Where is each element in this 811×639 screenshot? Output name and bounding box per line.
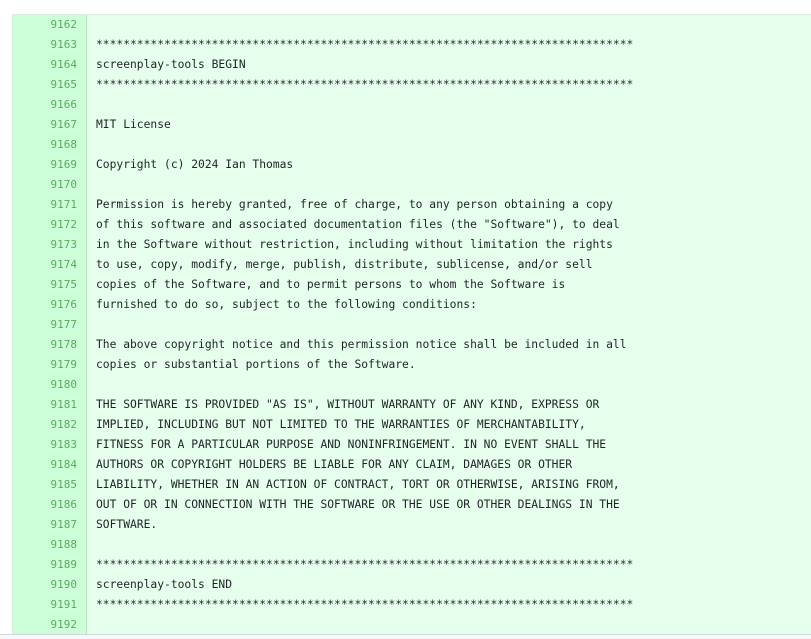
code-line — [13, 135, 811, 155]
code-line — [13, 335, 811, 355]
line-content: FITNESS FOR A PARTICULAR PURPOSE AND NONINFRINGEMENT. IN NO EVENT SHALL THE — [96, 438, 607, 451]
code-line — [13, 435, 811, 455]
line-number[interactable]: 9175 — [50, 278, 77, 291]
line-content: furnished to do so, subject to the following conditions: — [96, 298, 477, 311]
line-number[interactable]: 9166 — [50, 98, 77, 111]
code-line — [13, 55, 811, 75]
line-number[interactable]: 9186 — [50, 498, 77, 511]
line-number[interactable]: 9170 — [50, 178, 77, 191]
line-content: OUT OF OR IN CONNECTION WITH THE SOFTWARE OR THE USE OR OTHER DEALINGS IN THE — [96, 498, 620, 511]
line-content: SOFTWARE. — [96, 518, 158, 531]
code-line — [13, 415, 811, 435]
code-line — [13, 555, 811, 575]
line-content: LIABILITY, WHETHER IN AN ACTION OF CONTRACT, TORT OR OTHERWISE, ARISING FROM, — [96, 478, 620, 491]
code-line — [13, 95, 811, 115]
code-line — [13, 15, 811, 35]
code-line — [13, 495, 811, 515]
line-number[interactable]: 9187 — [50, 518, 77, 531]
code-line — [13, 155, 811, 175]
line-number[interactable]: 9182 — [50, 418, 77, 431]
line-content: IMPLIED, INCLUDING BUT NOT LIMITED TO THE WARRANTIES OF MERCHANTABILITY, — [96, 418, 586, 431]
code-line — [13, 295, 811, 315]
line-number[interactable]: 9164 — [50, 58, 77, 71]
line-number[interactable]: 9169 — [50, 158, 77, 171]
line-number[interactable]: 9165 — [50, 78, 77, 91]
line-content: ******************************************************************************* — [96, 38, 634, 51]
line-number[interactable]: 9191 — [50, 598, 77, 611]
line-content: in the Software without restriction, including without limitation the rights — [96, 238, 613, 251]
code-line — [13, 615, 811, 635]
code-line — [13, 355, 811, 375]
code-line — [13, 275, 811, 295]
added-code-block — [12, 14, 811, 635]
diff-bottom-border — [0, 634, 811, 639]
line-number[interactable]: 9179 — [50, 358, 77, 371]
line-number[interactable]: 9172 — [50, 218, 77, 231]
line-content: of this software and associated documentation files (the "Software"), to deal — [96, 218, 620, 231]
line-content: AUTHORS OR COPYRIGHT HOLDERS BE LIABLE FOR ANY CLAIM, DAMAGES OR OTHER — [96, 458, 573, 471]
line-number[interactable]: 9180 — [50, 378, 77, 391]
code-line — [13, 515, 811, 535]
line-content: ******************************************************************************* — [96, 558, 634, 571]
code-line — [13, 195, 811, 215]
code-line — [13, 235, 811, 255]
line-number[interactable]: 9167 — [50, 118, 77, 131]
code-line — [13, 175, 811, 195]
line-content: copies of the Software, and to permit persons to whom the Software is — [96, 278, 566, 291]
code-line — [13, 215, 811, 235]
code-line — [13, 35, 811, 55]
line-content: Copyright (c) 2024 Ian Thomas — [96, 158, 294, 171]
code-line — [13, 75, 811, 95]
line-number[interactable]: 9183 — [50, 438, 77, 451]
line-content: MIT License — [96, 118, 171, 131]
line-number[interactable]: 9163 — [50, 38, 77, 51]
line-number[interactable]: 9189 — [50, 558, 77, 571]
line-content: THE SOFTWARE IS PROVIDED "AS IS", WITHOUT WARRANTY OF ANY KIND, EXPRESS OR — [96, 398, 600, 411]
code-line — [13, 535, 811, 555]
line-number[interactable]: 9192 — [50, 618, 77, 631]
line-content: screenplay-tools BEGIN — [96, 58, 246, 71]
line-number[interactable]: 9162 — [50, 18, 77, 31]
line-content: to use, copy, modify, merge, publish, distribute, sublicense, and/or sell — [96, 258, 593, 271]
line-number[interactable]: 9171 — [50, 198, 77, 211]
line-number[interactable]: 9173 — [50, 238, 77, 251]
line-number[interactable]: 9178 — [50, 338, 77, 351]
line-number[interactable]: 9185 — [50, 478, 77, 491]
line-content: copies or substantial portions of the Software. — [96, 358, 416, 371]
code-line — [13, 315, 811, 335]
line-number[interactable]: 9190 — [50, 578, 77, 591]
line-number[interactable]: 9176 — [50, 298, 77, 311]
line-number[interactable]: 9184 — [50, 458, 77, 471]
line-content: Permission is hereby granted, free of charge, to any person obtaining a copy — [96, 198, 613, 211]
code-line — [13, 455, 811, 475]
line-number[interactable]: 9174 — [50, 258, 77, 271]
code-line — [13, 255, 811, 275]
code-line — [13, 395, 811, 415]
line-number[interactable]: 9181 — [50, 398, 77, 411]
line-number[interactable]: 9168 — [50, 138, 77, 151]
line-number[interactable]: 9188 — [50, 538, 77, 551]
line-content: ******************************************************************************* — [96, 598, 634, 611]
code-lines — [13, 15, 811, 635]
code-line — [13, 115, 811, 135]
line-number[interactable]: 9177 — [50, 318, 77, 331]
line-content: The above copyright notice and this permission notice shall be included in all — [96, 338, 627, 351]
code-line — [13, 595, 811, 615]
code-line — [13, 475, 811, 495]
code-line — [13, 575, 811, 595]
code-line — [13, 375, 811, 395]
line-content: screenplay-tools END — [96, 578, 233, 591]
line-content: ******************************************************************************* — [96, 78, 634, 91]
